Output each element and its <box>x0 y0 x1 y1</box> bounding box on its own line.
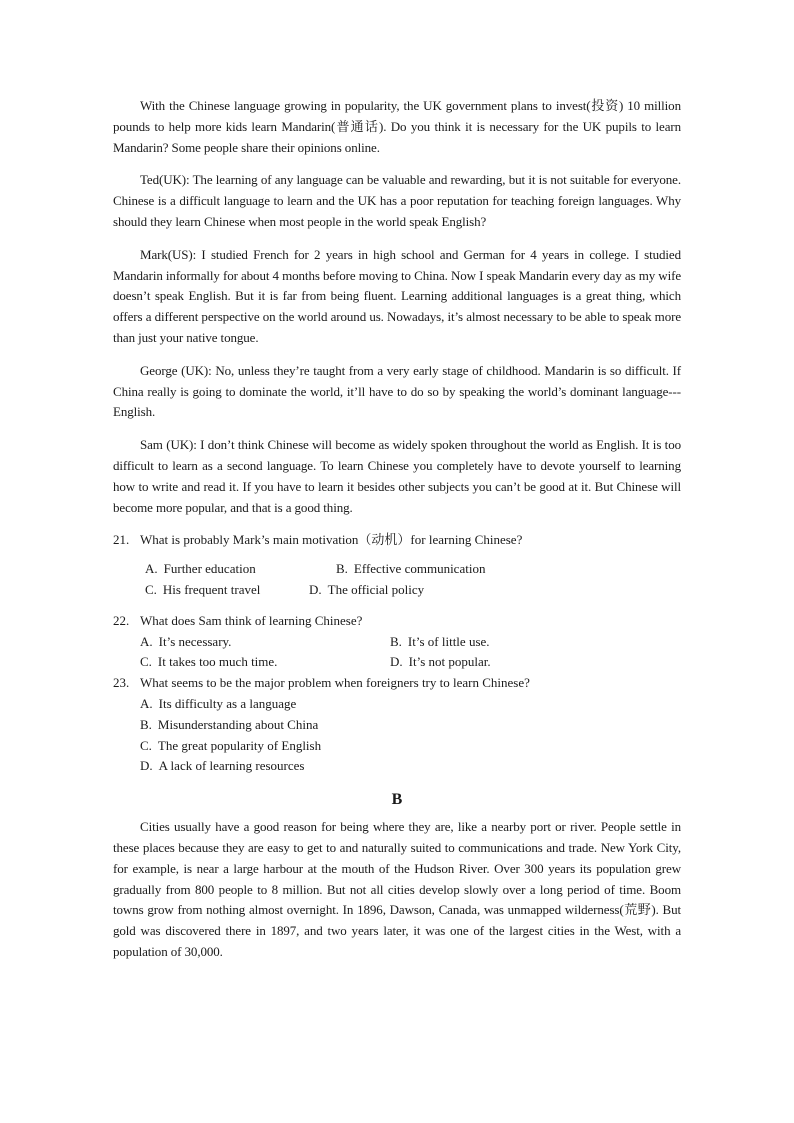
opinion-ted: Ted(UK): The learning of any language can be valuable and rewarding, but it is not suitable for everyone. Chinese is a difficult language to learn and the UK has a poor reputation for teaching foreign languages. Why should they learn Chinese when most people in the world speak English? <box>113 172 681 229</box>
option-b[interactable]: B. Effective communication <box>336 561 486 577</box>
option-a[interactable]: A. It’s necessary. <box>140 633 232 649</box>
opinion-george: George (UK): No, unless they’re taught from a very early stage of childhood. Mandarin is so difficult. If China really is going to dominate the world, it’ll have to do so by speaking the world’s dominant language---English. <box>113 362 681 420</box>
question-23 <box>113 673 681 694</box>
question-number: 22. <box>113 612 130 628</box>
question-22 <box>113 611 681 632</box>
option-d[interactable]: D. A lack of learning resources <box>140 758 305 774</box>
question-21 <box>113 530 681 551</box>
option-a[interactable]: A. Further education <box>145 561 256 577</box>
option-b[interactable]: B. Misunderstanding about China <box>140 716 319 732</box>
question-21-options <box>145 559 681 601</box>
question-number: 21. <box>113 532 130 548</box>
option-c[interactable]: C. It takes too much time. <box>140 654 278 670</box>
option-d[interactable]: D. It’s not popular. <box>390 654 491 670</box>
option-c[interactable]: C. His frequent travel <box>145 581 261 597</box>
section-b-heading: B <box>391 791 403 809</box>
question-text: What seems to be the major problem when foreigners try to learn Chinese? <box>140 675 530 691</box>
option-b[interactable]: B. It’s of little use. <box>390 633 490 649</box>
question-23-options <box>140 694 681 777</box>
document-content <box>113 96 681 975</box>
question-text: What is probably Mark’s main motivation（动机）for learning Chinese? <box>140 532 523 548</box>
opinion-sam: Sam (UK): I don’t think Chinese will become as widely spoken throughout the world as English. It is too difficult to learn as a second language. To learn Chinese you completely have to devote yourself to learning how to write and read it. If you have to learn it besides other subjects you can’t be good at it. But Chinese will become more popular, and that is a good thing. <box>113 437 681 515</box>
question-text: What does Sam think of learning Chinese? <box>140 612 363 628</box>
question-number: 23. <box>113 675 130 691</box>
option-a[interactable]: A. Its difficulty as a language <box>140 695 297 711</box>
passage-a-intro: With the Chinese language growing in popularity, the UK government plans to invest(投资) 10 million pounds to help more kids learn Mandarin(普通话). Do you think it is necessary for the UK pupils to learn Mandarin? Some people share their opinions online. <box>113 98 681 155</box>
option-d[interactable]: D. The official policy <box>309 581 425 597</box>
passage-b-paragraph: Cities usually have a good reason for being where they are, like a nearby port or river. People settle in these places because they are easy to get to and naturally suited to communications and trade. New York City, for example, is near a large harbour at the mouth of the Hudson River. Over 300 years its population grew gradually from 800 people to 8 million. But not all cities develop slowly over a long period of time. Boom towns grow from nothing almost overnight. In 1896, Dawson, Canada, was unmapped wilderness(荒野). But gold was discovered there in 1897, and two years later, it was one of the largest cities in the West, with a population of 30,000. <box>113 819 681 959</box>
option-c[interactable]: C. The great popularity of English <box>140 737 322 753</box>
question-22-options <box>140 632 681 674</box>
opinion-mark: Mark(US): I studied French for 2 years in high school and German for 4 years in college. I studied Mandarin informally for about 4 months before moving to China. Now I speak Mandarin every day as my wife doesn’t speak English. But it is far from being fluent. Learning additional languages is a great thing, which offers a different perspective on the world around us. Nowadays, it’s almost necessary to be able to speak more than just your native tongue. <box>113 246 681 345</box>
